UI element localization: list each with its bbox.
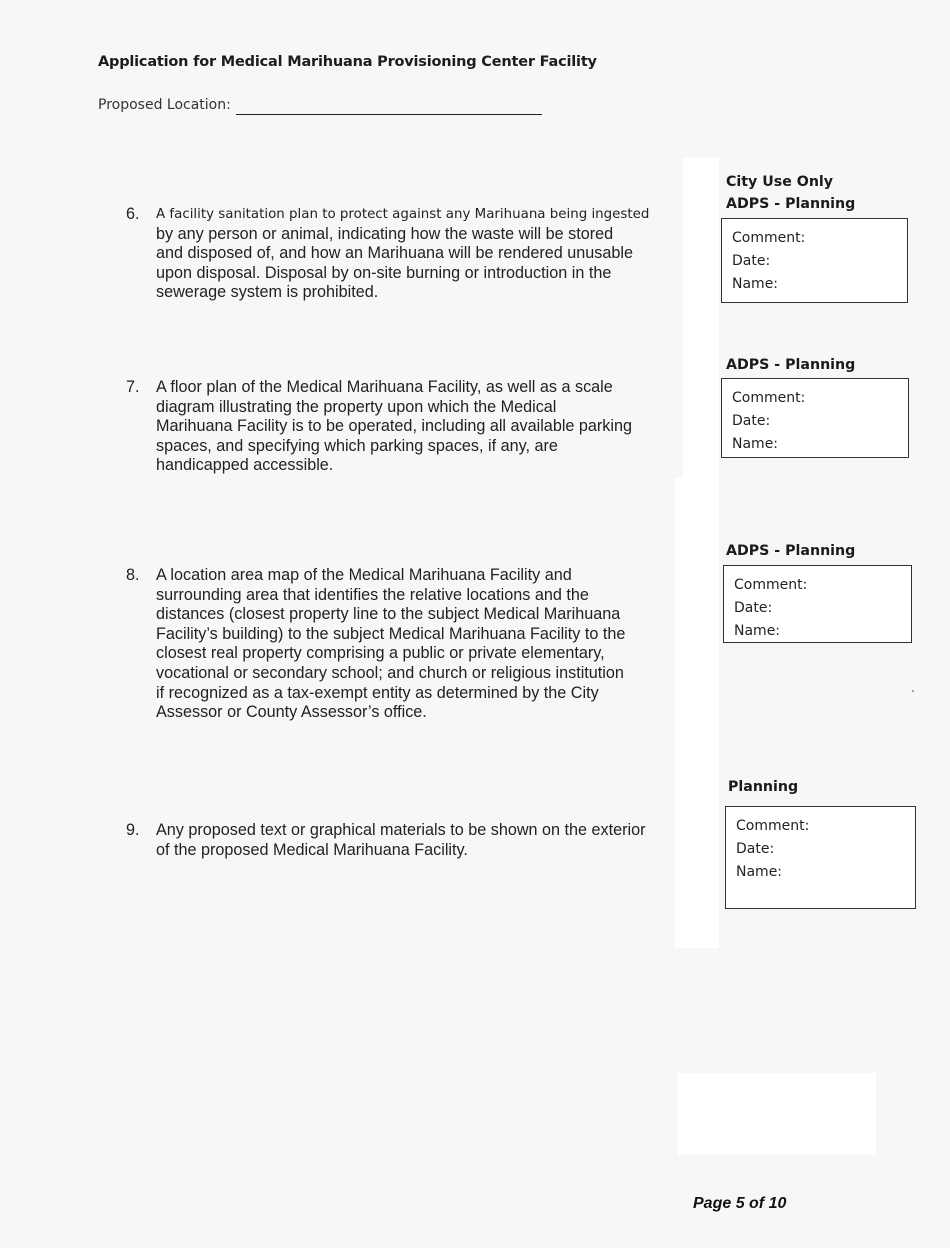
proposed-location-label: Proposed Location: [98,97,231,113]
scan-speck [912,690,914,692]
review-heading: ADPS - Planning [726,196,856,212]
review-heading: Planning [728,779,799,795]
item-text-line: A floor plan of the Medical Marihuana Facility, as well as a scale [156,378,613,396]
item-text-line: and disposed of, and how an Marihuana will be rendered unusable [156,244,633,263]
item-text-line: A location area map of the Medical Marihuana Facility and [156,566,572,584]
proposed-location-field[interactable] [236,114,542,115]
name-label: Name: [732,276,779,292]
item-text-line: upon disposal. Disposal by on-site burning or introduction in the [156,263,612,282]
name-label: Name: [732,436,779,452]
item-text-line: closest real property comprising a public or private elementary, [156,644,605,663]
item-text-line: Any proposed text or graphical materials to be shown on the exterior [156,821,646,839]
item-text-line: handicapped accessible. [156,456,334,475]
review-box[interactable] [721,218,908,303]
item-number: 8. [126,566,140,584]
item-number: 9. [126,821,140,839]
item-text-line: if recognized as a tax-exempt entity as determined by the City [156,683,599,702]
city-use-only-label: City Use Only [726,174,834,190]
date-label: Date: [734,600,773,616]
item-text-line: sewerage system is prohibited. [156,283,379,302]
name-label: Name: [734,623,781,639]
comment-label: Comment: [732,230,806,246]
item-text-line: A facility sanitation plan to protect against any Marihuana being ingested [156,207,650,222]
item-text-line: surrounding area that identifies the relative locations and the [156,585,589,604]
item-text-line: distances (closest property line to the subject Medical Marihuana [156,605,621,624]
item-text-line: by any person or animal, indicating how the waste will be stored [156,224,614,243]
item-text-line: diagram illustrating the property upon which the Medical [156,397,557,416]
date-label: Date: [736,841,775,857]
item-text-line: spaces, and specifying which parking spaces, if any, are [156,436,558,455]
date-label: Date: [732,253,771,269]
name-label: Name: [736,864,783,880]
item-number: 7. [126,378,140,396]
item-text-line: Marihuana Facility is to be operated, including all available parking [156,417,633,436]
item-text-line: Facility’s building) to the subject Medical Marihuana Facility to the [156,624,626,643]
scan-white-patch [678,1073,876,1155]
review-heading: ADPS - Planning [726,357,856,373]
item-number: 6. [126,205,140,223]
comment-label: Comment: [736,818,810,834]
review-box[interactable] [721,378,909,458]
comment-label: Comment: [734,577,808,593]
date-label: Date: [732,413,771,429]
item-text-line: vocational or secondary school; and church or religious institution [156,663,624,682]
review-heading: ADPS - Planning [726,543,856,559]
item-text-line: Assessor or County Assessor’s office. [156,703,427,722]
review-box[interactable] [723,565,912,643]
review-box[interactable] [725,806,916,909]
page-number: Page 5 of 10 [693,1195,787,1212]
comment-label: Comment: [732,390,806,406]
item-text-line: of the proposed Medical Marihuana Facility. [156,840,468,859]
scan-white-strip [675,478,719,948]
document-title: Application for Medical Marihuana Provisioning Center Facility [98,54,597,70]
scan-white-strip [683,158,719,478]
